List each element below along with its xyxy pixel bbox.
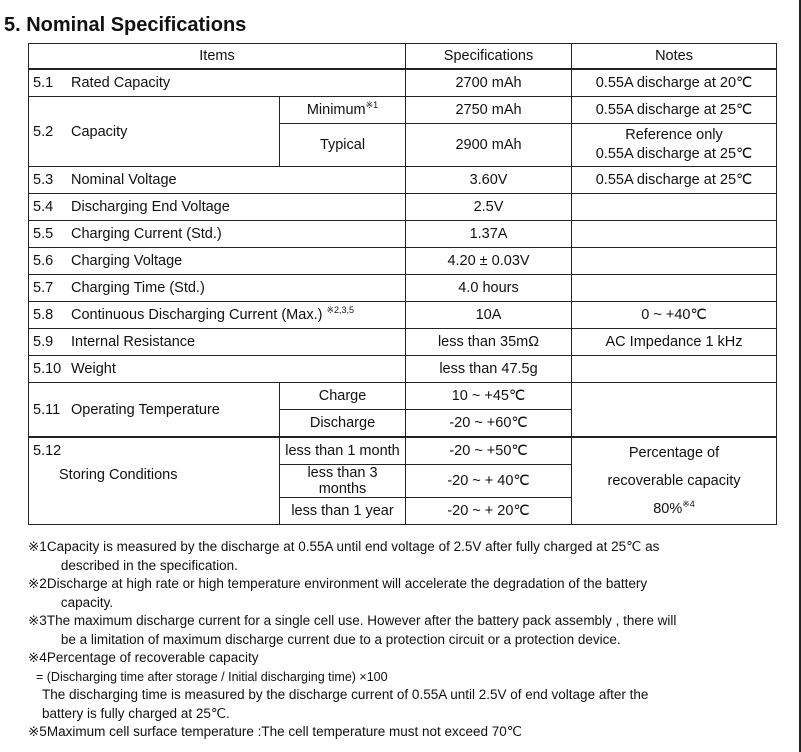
footnote-mark: ※2 [28, 576, 47, 591]
header-notes: Notes [572, 44, 777, 70]
row-label: Internal Resistance [71, 334, 196, 350]
storing-period-label: less than 1 month [280, 437, 406, 465]
row-number: 5.6 [33, 253, 54, 269]
row-number: 5.3 [33, 172, 54, 188]
table-row [29, 221, 777, 248]
row-item [29, 194, 406, 221]
row-label: Charging Time (Std.) [71, 280, 205, 296]
row-number: 5.1 [33, 75, 54, 91]
footnote [28, 538, 792, 575]
row-item [29, 221, 406, 248]
footnote-body [47, 612, 792, 649]
row-spec: 1.37A [406, 221, 572, 248]
row-spec: 3.60V [406, 167, 572, 194]
row-label: Weight [71, 361, 116, 377]
capacity-typical-label: Typical [280, 124, 406, 167]
row-note [572, 437, 777, 525]
row-spec: -20 ~ +60℃ [406, 410, 572, 438]
row-spec: 2900 mAh [406, 124, 572, 167]
row-label: Continuous Discharging Current (Max.) [71, 307, 323, 323]
note-text: 80% [653, 501, 683, 517]
footnote-line: Capacity is measured by the discharge at 0.55A until end voltage of 2.5V after fully charged at 25℃ as [46, 539, 660, 554]
row-note: 0.55A discharge at 25℃ [572, 97, 777, 124]
row-item [29, 302, 406, 329]
row-label: Rated Capacity [71, 75, 171, 91]
capacity-minimum-label [280, 97, 406, 124]
row-note [572, 124, 777, 167]
footnote-line: The discharging time is measured by the discharge current of 0.55A until 2.5V of end voltage after the [42, 687, 649, 702]
row-number: 5.9 [33, 334, 54, 350]
footnote-line: Percentage of recoverable capacity [46, 650, 259, 665]
note-line: Reference only [625, 127, 723, 143]
row-number: 5.7 [33, 280, 54, 296]
table-row [29, 383, 777, 410]
footnote-mark: ※3 [28, 613, 47, 628]
footnote-mark: ※2,3,5 [326, 305, 355, 316]
row-spec: 2700 mAh [406, 69, 572, 97]
row-item [29, 437, 280, 525]
footnote-mark: ※1 [365, 100, 379, 111]
footnote-line: be a limitation of maximum discharge current due to a protection circuit or a protection device. [60, 631, 621, 647]
footnote-line: Maximum cell surface temperature :The cell temperature must not exceed 70℃ [46, 724, 522, 739]
row-item [29, 167, 406, 194]
footnote-body [47, 538, 792, 575]
footnote-line: = (Discharging time after storage / Initial discharging time) ×100 [36, 669, 388, 684]
row-spec: -20 ~ + 20℃ [406, 498, 572, 525]
row-spec: 10A [406, 302, 572, 329]
note-line: Percentage of [628, 445, 720, 461]
row-note [572, 356, 777, 383]
note-line: 0.55A discharge at 25℃ [595, 146, 753, 162]
row-spec: 10 ~ +45℃ [406, 383, 572, 410]
footnote-body [47, 723, 792, 742]
header-specifications: Specifications [406, 44, 572, 70]
table-row [29, 194, 777, 221]
row-spec: less than 47.5g [406, 356, 572, 383]
footnote-body [47, 649, 792, 668]
row-note [572, 221, 777, 248]
storing-period-label: less than 3 months [280, 465, 406, 498]
footnote-line: Discharge at high rate or high temperature environment will accelerate the degradation of the battery [46, 576, 648, 591]
row-note: 0.55A discharge at 25℃ [572, 167, 777, 194]
row-item [29, 97, 280, 167]
row-item [29, 383, 280, 438]
row-spec: 4.0 hours [406, 275, 572, 302]
table-row [29, 69, 777, 97]
footnote [28, 649, 792, 668]
table-row [29, 329, 777, 356]
row-note [572, 194, 777, 221]
row-number: 5.11 [33, 401, 61, 418]
table-header-row [29, 44, 777, 70]
table-row [29, 248, 777, 275]
table-row [29, 275, 777, 302]
row-label: Nominal Voltage [71, 172, 177, 188]
row-note: 0 ~ +40℃ [572, 302, 777, 329]
row-label: Storing Conditions [59, 467, 178, 483]
row-spec: 4.20 ± 0.03V [406, 248, 572, 275]
footnote-line: The maximum discharge current for a single cell use. However after the battery pack assembly , there will [46, 613, 677, 628]
footnote-mark: ※4 [682, 499, 695, 510]
note-line [576, 495, 772, 523]
row-spec: -20 ~ +50℃ [406, 437, 572, 465]
table-row [29, 437, 777, 465]
row-label: Discharging End Voltage [71, 199, 230, 215]
row-note [572, 248, 777, 275]
footnote [28, 575, 792, 612]
row-item [29, 356, 406, 383]
footnote-body [47, 575, 792, 612]
row-label: Capacity [71, 123, 128, 140]
footnote [28, 723, 792, 742]
footnote-line: capacity. [60, 594, 114, 610]
row-number: 5.12 [33, 443, 62, 459]
row-item [29, 69, 406, 97]
footnote-mark: ※1 [28, 539, 47, 554]
note-line: recoverable capacity [607, 473, 741, 489]
row-note [572, 383, 777, 438]
row-spec: 2750 mAh [406, 97, 572, 124]
minimum-text: Minimum [306, 102, 366, 118]
header-items: Items [29, 44, 406, 70]
row-number: 5.4 [33, 199, 54, 215]
row-label: Charging Current (Std.) [71, 226, 222, 242]
operating-charge-label: Charge [280, 383, 406, 410]
row-number: 5.8 [33, 307, 54, 323]
row-note [572, 275, 777, 302]
storing-period-label: less than 1 year [280, 498, 406, 525]
row-label: Charging Voltage [71, 253, 183, 269]
row-number: 5.2 [33, 123, 54, 140]
row-spec: 2.5V [406, 194, 572, 221]
table-row [29, 356, 777, 383]
section-heading: 5. Nominal Specifications [4, 14, 247, 36]
footnote [28, 612, 792, 649]
row-spec: less than 35mΩ [406, 329, 572, 356]
row-label: Operating Temperature [71, 401, 220, 418]
row-item [29, 329, 406, 356]
footnote-mark: ※4 [28, 650, 47, 665]
row-note: 0.55A discharge at 20℃ [572, 69, 777, 97]
footnote-line: battery is fully charged at 25℃. [42, 705, 230, 721]
specifications-table [28, 43, 777, 525]
row-item [29, 275, 406, 302]
table-row [29, 167, 777, 194]
row-spec: -20 ~ + 40℃ [406, 465, 572, 498]
footnote-mark: ※5 [28, 724, 47, 739]
footnotes [28, 538, 792, 742]
table-row [29, 302, 777, 329]
row-number: 5.5 [33, 226, 54, 242]
row-number: 5.10 [33, 361, 62, 377]
footnote-line: described in the specification. [60, 557, 238, 573]
table-row [29, 97, 777, 124]
operating-discharge-label: Discharge [280, 410, 406, 438]
row-item [29, 248, 406, 275]
row-note: AC Impedance 1 kHz [572, 329, 777, 356]
